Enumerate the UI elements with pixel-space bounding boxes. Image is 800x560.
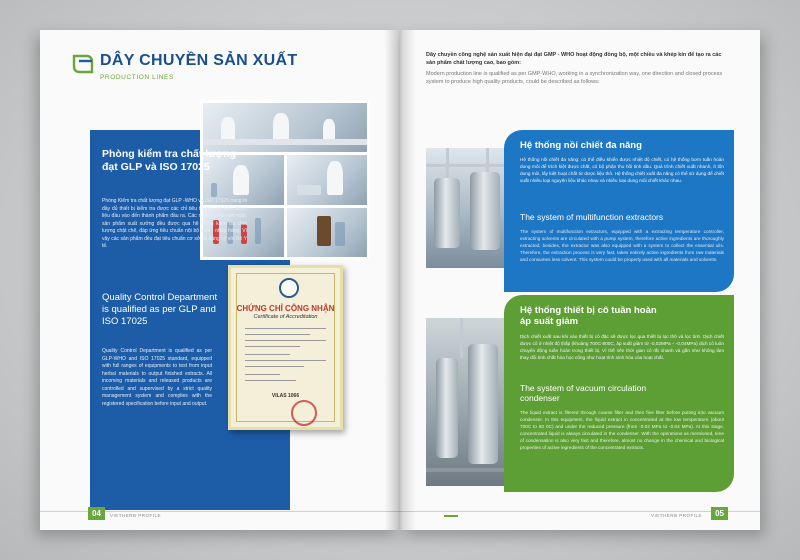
section1-title-en: The system of multifunction extractors bbox=[520, 212, 664, 222]
intro-text-en: Modern production line is qualified as per GMP-WHO, working in a synchronization way, one direction and closed process system to produce high quality products, could be described as follows: bbox=[426, 71, 723, 85]
certificate-code: VILAS 1066 bbox=[271, 393, 300, 399]
lab-photo bbox=[287, 155, 368, 204]
page-subtitle: PRODUCTION LINES bbox=[100, 74, 174, 81]
footer-line bbox=[400, 511, 760, 512]
qc-heading-vn: Phòng kiểm tra chất lượng đạt GLP và ISO 17025 bbox=[102, 148, 237, 174]
footer-accent bbox=[444, 515, 458, 517]
section1-body-en: The system of multifunction extractors, equipped with a extracting temperature controller, extracting solvents are circulated with a pump system, therefore active ingredients are thoroughly extracted; besides, the extractor was also equipped with a system to collect the essential oils. Therefore, the extraction process is very fast, takes entirely active ingredients from raw materials and consumes less solvent. This system could be properly used with all materials and solvents. bbox=[520, 229, 724, 263]
left-page bbox=[40, 30, 400, 530]
certificate-seal-icon bbox=[279, 278, 299, 298]
certificate-title: CHỨNG CHỈ CÔNG NHẬN bbox=[236, 304, 335, 313]
intro-text-vn: Dây chuyền công nghệ sản xuất hiện đại đạt GMP - WHO hoạt động đồng bộ, một chiều và khép kín để tạo ra các sản phẩm chất lượng cao, bao gồm: bbox=[426, 52, 722, 66]
footer-label-right: VIETHERB PROFILE bbox=[650, 513, 702, 518]
brochure-spread bbox=[40, 30, 760, 530]
condenser-section-box bbox=[504, 295, 734, 492]
qc-body-vn: Phòng Kiểm tra chất lượng đạt GLP -WHO và ISO 17025 trang bị đầy đủ thiết bị kiểm tra được các chỉ tiêu từ nguyên liệu, dược liệu đầu vào đến thành phẩm đầu ra. Các nguyên liệu sản xuất, sản phẩm xuất xưởng đều được qua hệ thống kiểm tra chất lượng chặt chẽ, đáp ứng tiêu chuẩn nội bộ xuất - nhập hàng. Vì vậy các sản phẩm đều đạt tiêu chuẩn cơ sở đã đăng ký với Bộ Y tế. bbox=[102, 198, 247, 249]
lab-photo bbox=[203, 103, 367, 152]
section1-body-vn: Hệ thống nồi chiết đa năng: có thể điều khiển được nhiệt độ chiết, có hệ thống bơm tuần hoàn dung môi để trích kiệt được chất, có bộ phận thu hồi tinh dầu. Quá trình chiết xuất nhanh, ít tốn dung môi, lấy kiệt hoạt chất từ dược liệu thô. Hệ thống chiết xuất đa năng có thể sử dụng để chiết xuất nhiều loại nguyên liệu khác nhau và nhiều loại dung môi chiết khác nhau. bbox=[520, 157, 724, 184]
section2-title-vn: Hệ thống thiết bị cô tuần hoàn áp suất giảm bbox=[520, 305, 657, 328]
section2-body-vn: Dịch chiết xuất sau khi vào thiết bị cô đặc sẽ được lọc qua thiết bị lọc thô và lọc tinh. Dịch chiết được cô ở nhiệt độ thấp (khoảng 700C-800C, áp suất giảm từ -0,02MPa ÷ -0,04MPa) dịch cô luôn chuyển động tuần hoàn trong thiết bị. Vì thế nên thời gian cô rất nhanh và gần như không làm thay đổi tính chất hóa học cũng như hoạt tính sinh hóa của hoạt chất. bbox=[520, 334, 724, 361]
extractor-section-box bbox=[504, 130, 734, 292]
section2-title-en: The system of vacuum circulation condenser bbox=[520, 383, 647, 404]
footer-label-left: VIETHERB PROFILE bbox=[110, 513, 162, 518]
qc-heading-en: Quality Control Department is qualified as per GLP and ISO 17025 bbox=[102, 292, 218, 327]
lab-photo bbox=[287, 208, 368, 257]
page-number-right: 05 bbox=[711, 507, 728, 520]
certificate-stamp-icon bbox=[291, 400, 317, 426]
page-number-left: 04 bbox=[88, 507, 105, 520]
right-page bbox=[400, 30, 760, 530]
accreditation-certificate bbox=[228, 265, 343, 430]
qc-body-en: Quality Control Department is qualified as per GLP-WHO and ISO 17025 standard, equipped with full ranges of equipments to test from input herbal materials to output finished extracts. All incoming materials and released products are controlled and supervised by a strict quality management system and complies with the registered specification before input and output. bbox=[102, 348, 212, 407]
section2-body-en: The liquid extract is filtered through coarse filter and then fine filter before putting into vacuum condenser. In this equipment, the liquid extract in concentrated at the low temperature (about 700C to 80 0C) and under the reduced pressure (from -0.02 MPa to -0.04 MPa). At this stage, concentrated liquid is always circulated in the condenser. With the operations as mentioned, time of condensation is also very fast and therefore, almost no change in the chemical and biological properties of active ingredients of the concentrated extracts. bbox=[520, 410, 724, 451]
page-title: DÂY CHUYỀN SẢN XUẤT bbox=[100, 52, 298, 69]
brand-logo-icon bbox=[70, 50, 96, 76]
certificate-subtitle: Certificate of Accreditation bbox=[253, 314, 318, 320]
section1-title-vn: Hệ thống nồi chiết đa năng bbox=[520, 140, 642, 151]
